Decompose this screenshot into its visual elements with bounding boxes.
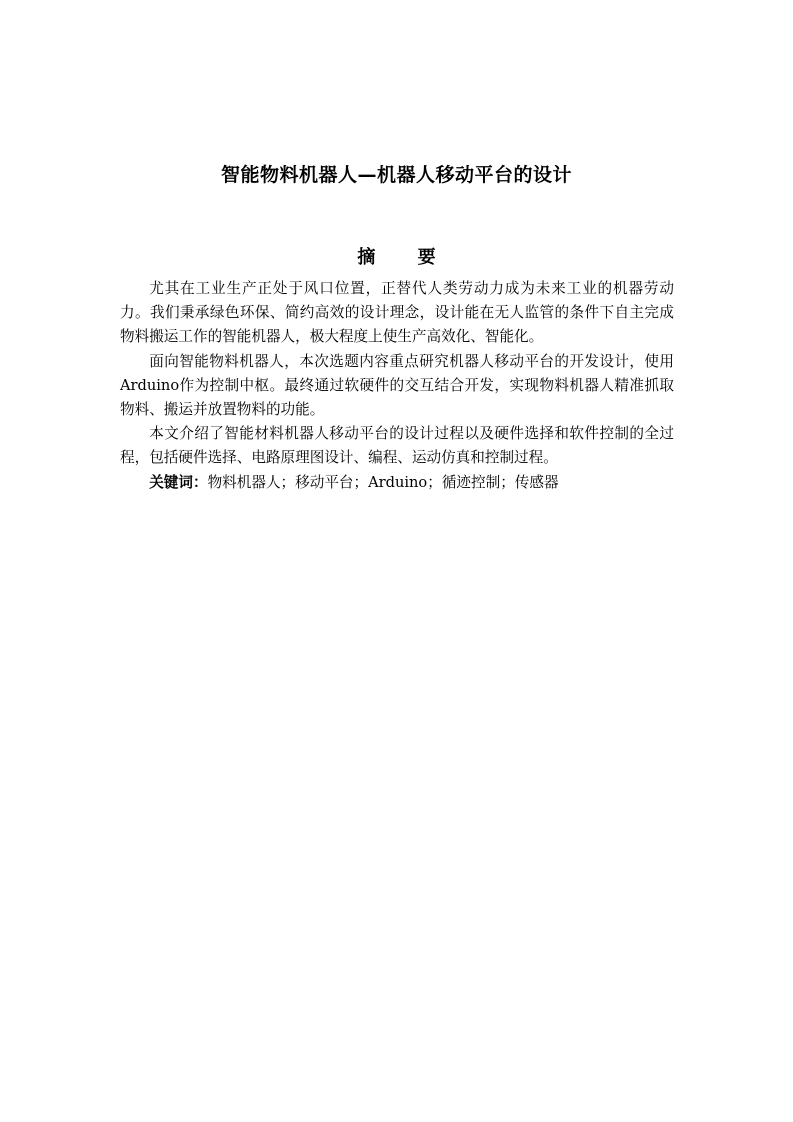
keywords-text: 物料机器人；移动平台；Arduino；循迹控制；传感器 — [207, 473, 559, 491]
keywords-line — [120, 471, 674, 495]
document-title: 智能物料机器人—机器人移动平台的设计 — [220, 164, 572, 186]
abstract-paragraph-3: 本文介绍了智能材料机器人移动平台的设计过程以及硬件选择和软件控制的全过程，包括硬件选择、电路原理图设计、编程、运动仿真和控制过程。 — [120, 425, 674, 467]
abstract-paragraph-1: 尤其在工业生产正处于风口位置，正替代人类劳动力成为未来工业的机器劳动力。我们秉承绿色环保、简约高效的设计理念，设计能在无人监管的条件下自主完成物料搬运工作的智能机器人，极大程度上使生产高效化、智能化。 — [120, 280, 674, 346]
abstract-body — [120, 277, 674, 495]
abstract-heading: 摘 要 — [357, 247, 454, 268]
abstract-paragraph-2: 面向智能物料机器人，本次选题内容重点研究机器人移动平台的开发设计，使用Arduino作为控制中枢。最终通过软硬件的交互结合开发，实现物料机器人精准抓取物料、搬运并放置物料的功能。 — [120, 352, 674, 419]
keywords-label: 关键词： — [149, 473, 208, 491]
